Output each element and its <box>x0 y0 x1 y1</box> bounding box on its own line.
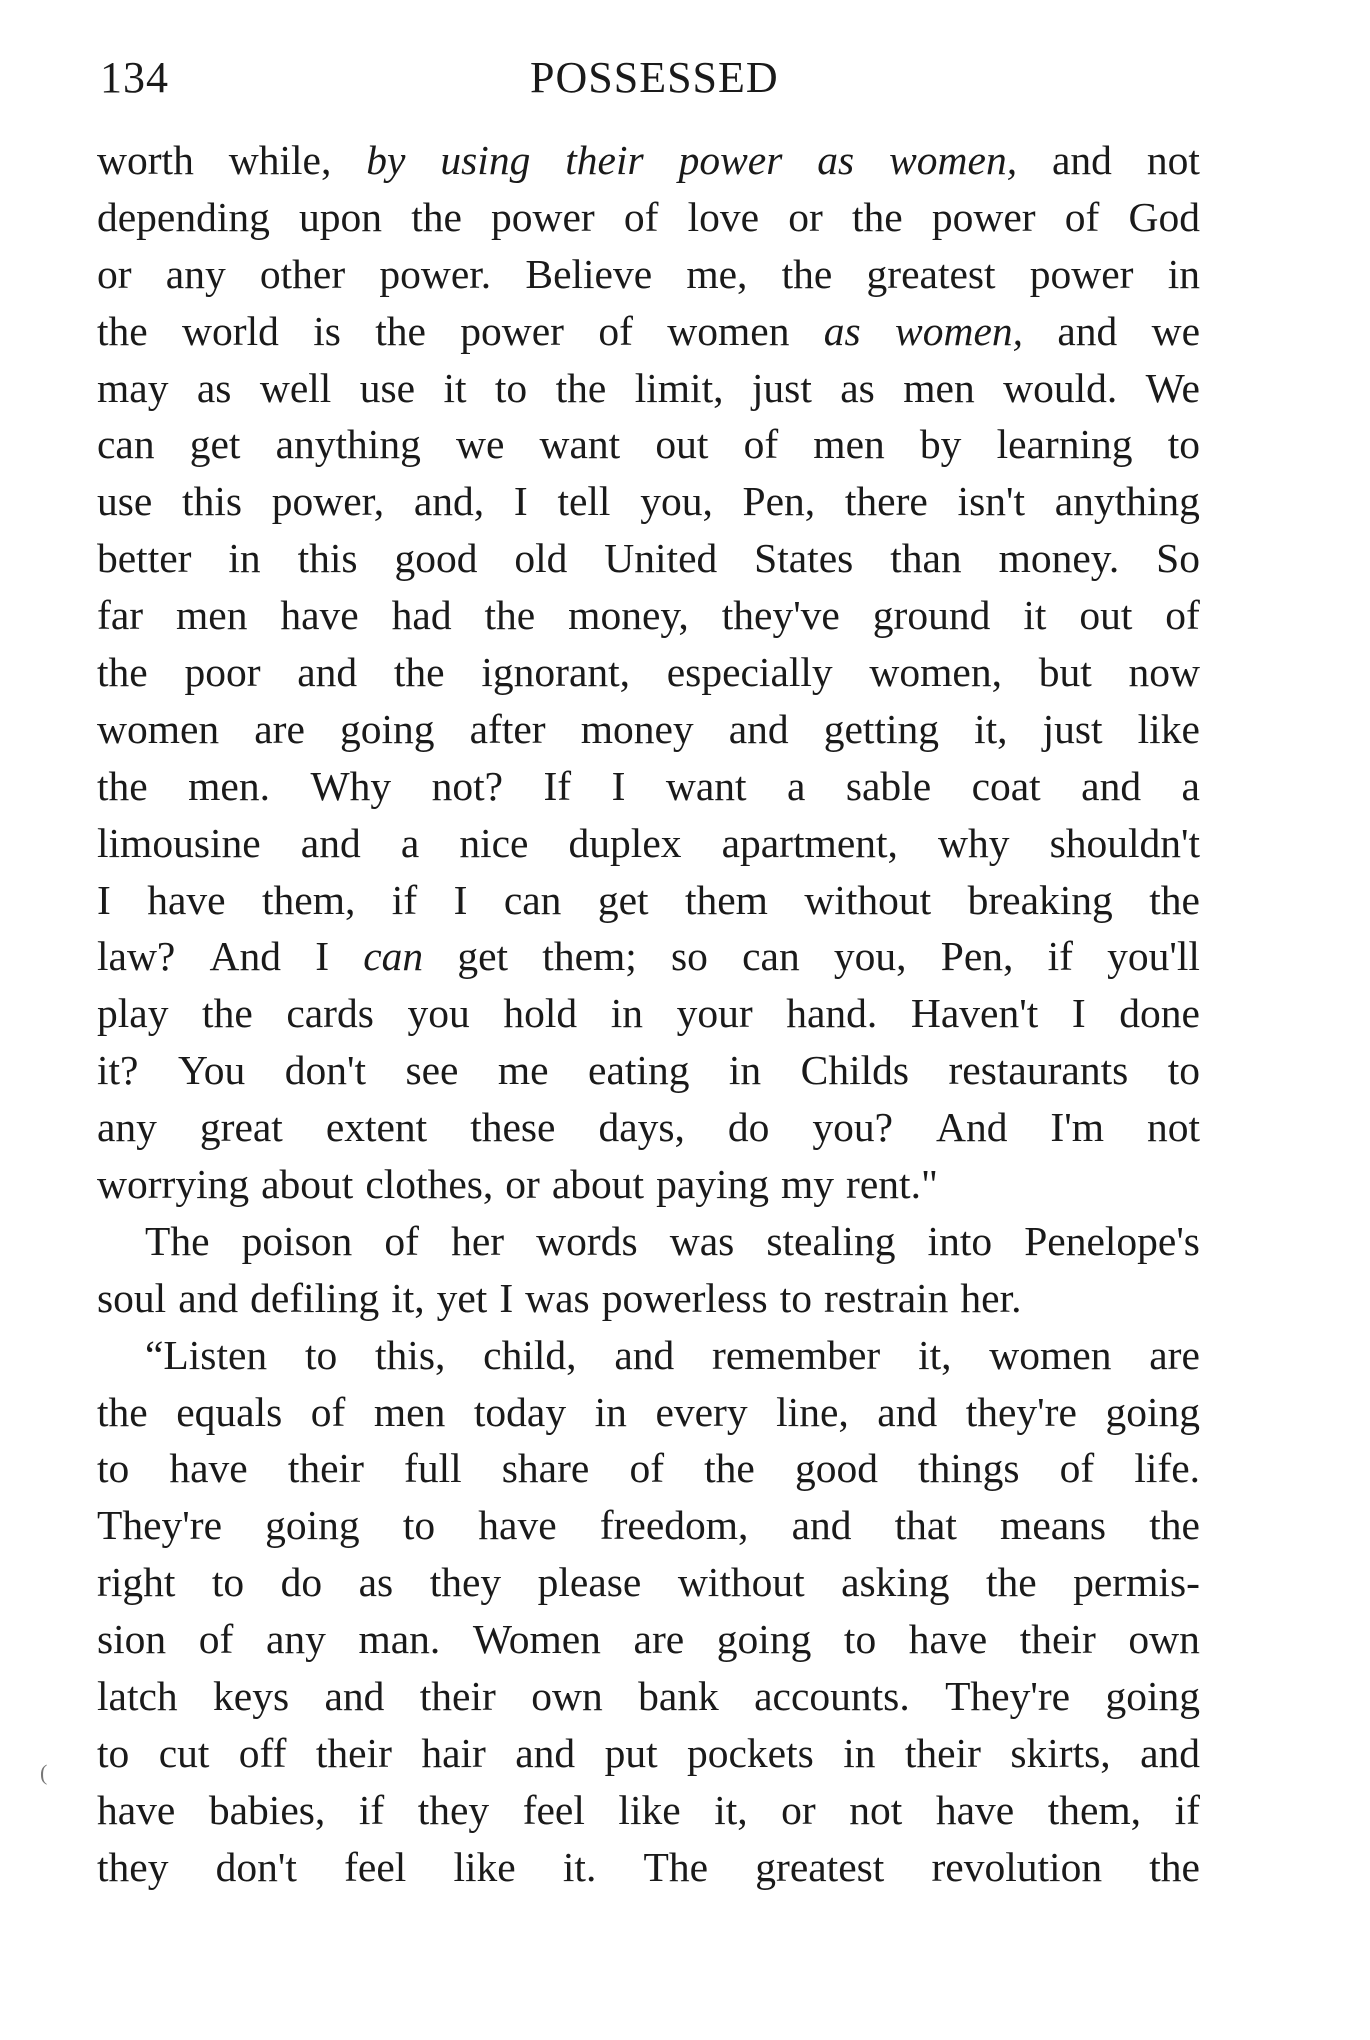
text-line: the equals of men today in every line, and they're going <box>97 1388 1200 1435</box>
running-head <box>100 52 1200 116</box>
text-line: any great extent these days, do you? And I'm not <box>97 1104 1200 1151</box>
text-line: far men have had the money, they've ground it out of <box>97 592 1200 639</box>
text-line: sion of any man. Women are going to have their own <box>97 1616 1200 1663</box>
text-line: worrying about clothes, or about paying my rent." <box>97 1161 938 1208</box>
text-line: may as well use it to the limit, just as men would. We <box>97 364 1200 411</box>
margin-mark: ( <box>40 1760 48 1785</box>
text-line: to cut off their hair and put pockets in their skirts, and <box>97 1729 1200 1776</box>
body-text <box>97 132 1200 1896</box>
text-line: women are going after money and getting it, just like <box>97 705 1200 752</box>
text-line: soul and defiling it, yet I was powerless to restrain her. <box>97 1274 1022 1321</box>
text-line: use this power, and, I tell you, Pen, there isn't anything <box>97 478 1200 525</box>
text-line: the world is the power of women as women, and we <box>97 307 1200 354</box>
text-line: right to do as they please without asking the permis- <box>97 1559 1200 1606</box>
text-line: I have them, if I can get them without breaking the <box>97 876 1200 923</box>
text-line: it? You don't see me eating in Childs restaurants to <box>97 1047 1200 1094</box>
text-line: latch keys and their own bank accounts. They're going <box>97 1673 1200 1720</box>
text-line: The poison of her words was stealing into Penelope's <box>145 1217 1200 1264</box>
text-line: or any other power. Believe me, the greatest power in <box>97 250 1200 297</box>
text-line: have babies, if they feel like it, or not have them, if <box>97 1786 1200 1833</box>
text-line: depending upon the power of love or the power of God <box>97 193 1200 240</box>
text-line: can get anything we want out of men by learning to <box>97 421 1200 468</box>
text-line: the men. Why not? If I want a sable coat and a <box>97 762 1200 809</box>
text-line: better in this good old United States than money. So <box>97 535 1200 582</box>
page-number: 134 <box>100 53 169 102</box>
text-line: limousine and a nice duplex apartment, why shouldn't <box>97 819 1200 866</box>
text-line: They're going to have freedom, and that means the <box>97 1502 1200 1549</box>
text-line: play the cards you hold in your hand. Haven't I done <box>97 990 1200 1037</box>
running-title: POSSESSED <box>530 53 779 102</box>
text-line: they don't feel like it. The greatest revolution the <box>97 1843 1200 1890</box>
text-line: to have their full share of the good things of life. <box>97 1445 1200 1492</box>
text-line: law? And I can get them; so can you, Pen, if you'll <box>97 933 1200 980</box>
text-line: the poor and the ignorant, especially women, but now <box>97 649 1200 696</box>
text-line: “Listen to this, child, and remember it, women are <box>145 1331 1200 1378</box>
text-line: worth while, by using their power as women, and not <box>97 137 1200 183</box>
